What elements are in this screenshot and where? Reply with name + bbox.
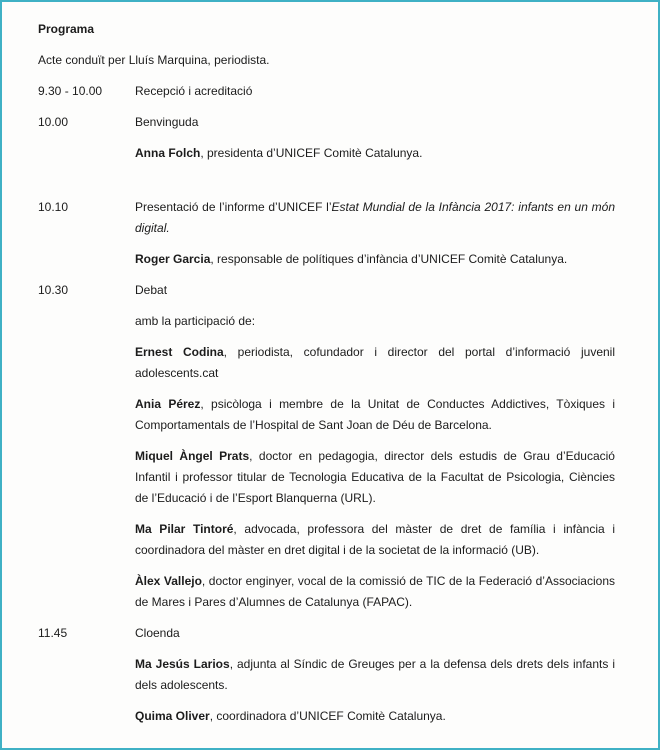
schedule-time: 10.30 bbox=[38, 283, 69, 297]
schedule-row bbox=[38, 197, 638, 280]
intro-line: Acte conduït per Lluís Marquina, periodista. bbox=[38, 53, 270, 67]
paragraph bbox=[135, 311, 615, 332]
paragraph bbox=[135, 249, 615, 270]
person-name: Anna Folch bbox=[135, 146, 201, 160]
text-segment: Estat Mundial de la Infància 2017: infants en un món digital. bbox=[135, 200, 616, 235]
schedule bbox=[38, 81, 638, 737]
paragraph bbox=[135, 446, 615, 509]
text-segment: , coordinadora d’UNICEF Comitè Catalunya. bbox=[209, 709, 446, 723]
schedule-time: 9.30 - 10.00 bbox=[38, 84, 103, 98]
text-segment: , advocada, professora del màster de dret de família i infància i coordinadora del màster en dret digital i de la societat de la informació (UB). bbox=[135, 522, 615, 557]
schedule-content bbox=[135, 81, 615, 112]
paragraph bbox=[135, 706, 615, 727]
schedule-row bbox=[38, 112, 638, 174]
text-segment: Debat bbox=[135, 283, 168, 297]
person-name: Ma Pilar Tintoré bbox=[135, 522, 234, 536]
person-name: Àlex Vallejo bbox=[135, 574, 202, 588]
paragraph bbox=[135, 280, 615, 301]
person-name: Quima Oliver bbox=[135, 709, 210, 723]
text-segment: , adjunta al Síndic de Greuges per a la defensa dels drets dels infants i dels adolescents. bbox=[135, 657, 616, 692]
text-segment: , responsable de polítiques d’infància d’UNICEF Comitè Catalunya. bbox=[210, 252, 568, 266]
text-segment: amb la participació de: bbox=[135, 314, 256, 328]
text-segment: , psicòloga i membre de la Unitat de Conductes Addictives, Tòxiques i Comportamentals de l’Hospital de Sant Joan de Déu de Barcelona. bbox=[135, 397, 615, 432]
text-segment: Recepció i acreditació bbox=[135, 84, 253, 98]
paragraph bbox=[135, 654, 615, 696]
text-segment: , periodista, cofundador i director del portal d’informació juvenil adolescents.cat bbox=[135, 345, 615, 380]
text-segment: Presentació de l’informe d’UNICEF l’ bbox=[135, 200, 332, 214]
schedule-content bbox=[135, 623, 615, 737]
text-segment: , presidenta d’UNICEF Comitè Catalunya. bbox=[200, 146, 423, 160]
schedule-content bbox=[135, 112, 615, 174]
text-segment: Benvinguda bbox=[135, 115, 199, 129]
text-segment: , doctor enginyer, vocal de la comissió de TIC de la Federació d’Associacions de Mares i Pares d’Alumnes de Catalunya (FAPAC). bbox=[135, 574, 615, 609]
paragraph bbox=[135, 197, 615, 239]
person-name: Ania Pérez bbox=[135, 397, 201, 411]
paragraph bbox=[135, 519, 615, 561]
schedule-time: 10.00 bbox=[38, 115, 69, 129]
page-title: Programa bbox=[38, 22, 95, 36]
schedule-time: 11.45 bbox=[38, 626, 68, 640]
person-name: Miquel Àngel Prats bbox=[135, 449, 250, 463]
text-segment: Cloenda bbox=[135, 626, 180, 640]
schedule-content bbox=[135, 197, 615, 280]
paragraph bbox=[135, 623, 615, 644]
person-name: Ernest Codina bbox=[135, 345, 224, 359]
paragraph bbox=[135, 571, 615, 613]
schedule-row bbox=[38, 280, 638, 623]
paragraph bbox=[135, 143, 615, 164]
paragraph bbox=[135, 112, 615, 133]
paragraph bbox=[135, 394, 615, 436]
schedule-time: 10.10 bbox=[38, 200, 69, 214]
person-name: Ma Jesús Larios bbox=[135, 657, 230, 671]
text-segment: , doctor en pedagogia, director dels estudis de Grau d’Educació Infantil i professor titular de Tecnologia Educativa de la Facultat de Psicologia, Ciències de l’Educació i de l’Esport Blanquerna (URL). bbox=[135, 449, 615, 505]
paragraph bbox=[135, 342, 615, 384]
schedule-row bbox=[38, 623, 638, 737]
schedule-row bbox=[38, 81, 638, 112]
schedule-content bbox=[135, 280, 615, 623]
person-name: Roger Garcia bbox=[135, 252, 211, 266]
paragraph bbox=[135, 81, 615, 102]
